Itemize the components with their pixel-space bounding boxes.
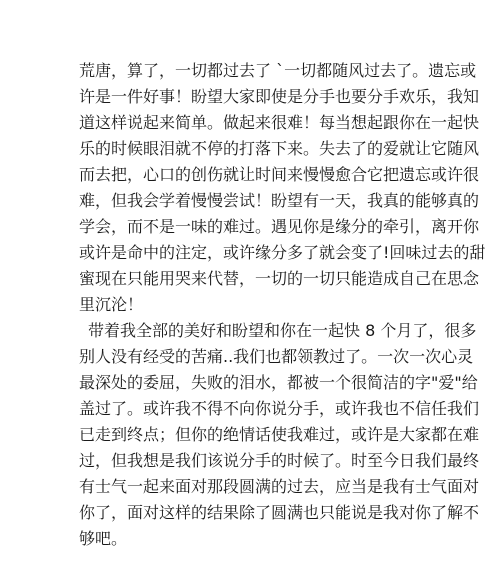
text-line: 许是一件好事！盼望大家即使是分手也要分手欢乐，我知 xyxy=(79,87,480,106)
text-line: 或许是命中的注定，或许缘分多了就会变了!回味过去的甜 xyxy=(79,243,486,262)
text-line: 你了，面对这样的结果除了圆满也只能说是我对你了解不 xyxy=(79,503,480,522)
text-line: 乐的时候眼泪就不停的打落下来。失去了的爱就让它随风 xyxy=(79,139,480,158)
paragraph-first-line: 带着我全部的美好和盼望和你在一起快 8 个月了，很多 xyxy=(88,321,477,340)
text-line: 里沉沦！ xyxy=(79,295,144,314)
text-line: 道这样说起来简单。做起来很难！每当想起跟你在一起快 xyxy=(79,113,480,132)
text-line: 有士气一起来面对那段圆满的过去，应当是我有士气面对 xyxy=(79,477,480,496)
text-line: 难，但我会学着慢慢尝试！盼望有一天，我真的能够真的 xyxy=(79,191,480,210)
text-line: 荒唐，算了，一切都过去了 `一切都随风过去了。遗忘或 xyxy=(79,61,477,80)
text-line: 已走到终点；但你的绝情话使我难过，或许是大家都在难 xyxy=(79,425,480,444)
text-line: 过，但我想是我们该说分手的时候了。时至今日我们最终 xyxy=(79,451,480,470)
text-line: 别人没有经受的苦痛..我们也都领教过了。一次一次心灵 xyxy=(79,347,474,366)
text-line: 蜜现在只能用哭来代替，一切的一切只能造成自己在思念 xyxy=(79,269,480,288)
text-line: 而去把，心口的创伤就让时间来慢慢愈合它把遗忘或许很 xyxy=(79,165,480,184)
text-line: 够吧。 xyxy=(79,529,128,548)
text-line: 盖过了。或许我不得不向你说分手，或许我也不信任我们 xyxy=(79,399,480,418)
text-line: 学会，而不是一味的难过。遇见你是缘分的牵引，离开你 xyxy=(79,217,480,236)
text-line: 最深处的委屈，失败的泪水，都被一个很简洁的字"爱"给 xyxy=(79,373,478,392)
